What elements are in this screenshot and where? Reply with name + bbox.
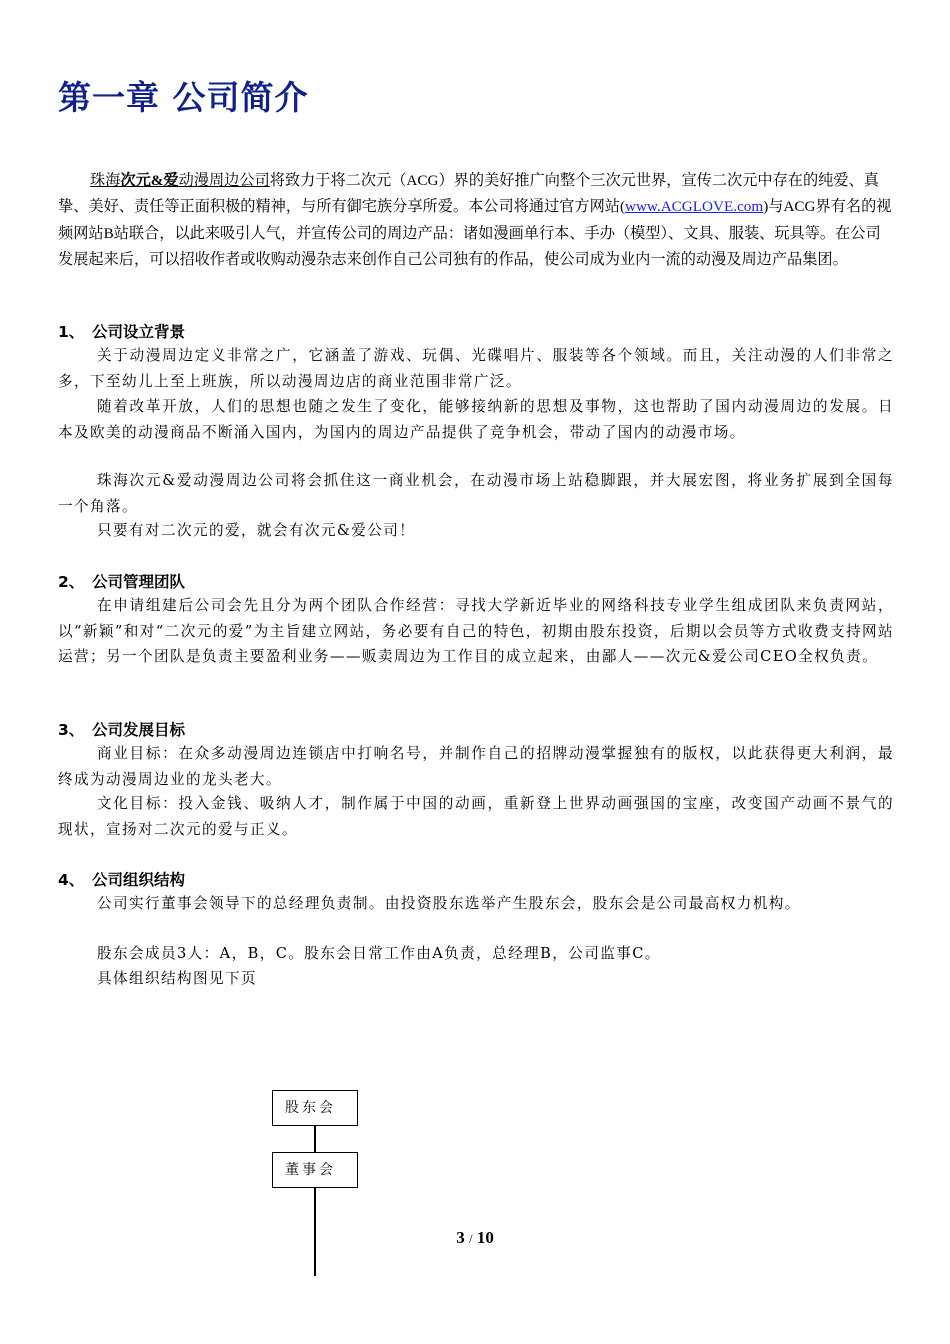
section-paragraph: 随着改革开放，人们的思想也随之发生了变化，能够接纳新的思想及事物，这也帮助了国内动漫周边的发展。日本及欧美的动漫商品不断涌入国内，为国内的周边产品提供了竞争机会，带动了国内的动漫市场。 [58,398,894,441]
section-heading-team: 2、 公司管理团队 [58,573,186,591]
section-paragraph: 商业目标：在众多动漫周边连锁店中打响名号，并制作自己的招牌动漫掌握独有的版权，以此获得更大利润，最终成为动漫周边业的龙头老大。 [58,745,894,788]
org-box-shareholders: 股东会 [272,1090,358,1126]
org-box-board: 董事会 [272,1152,358,1188]
website-link[interactable]: www.ACGLOVE.com [625,198,764,216]
section-paragraph: 只要有对二次元的爱，就会有次元&爱公司！ [97,522,416,539]
company-name: 珠海次元&爱动漫周边公司 [90,172,270,189]
page-number: 3 / 10 [456,1228,494,1247]
chapter-title: 第一章 公司简介 [58,78,309,117]
section-paragraph: 公司实行董事会领导下的总经理负责制。由投资股东选举产生股东会，股东会是公司最高权力机构。 [97,895,801,912]
intro-paragraph: 珠海次元&爱动漫周边公司将致力于将二次元（ACG）界的美好推广向整个三次元世界，宣传二次元中存在的纯爱、真挚、美好、责任等正面积极的精神，与所有御宅族分享所爱。本公司将通过官方网站(www.ACGLOVE.com)与ACG界有名的视频网站B站联合，以此来吸引人气，并宣传公司的周边产品：诸如漫画单行本、手办（模型）、文具、服装、玩具等。在公司发展起来后，可以招收作者或收购动漫杂志来创作自己公司独有的作品，使公司成为业内一流的动漫及周边产品集团。 [58,172,892,268]
section-paragraph: 具体组织结构图见下页 [97,970,257,987]
section-paragraph: 股东会成员3人：A，B，C。股东会日常工作由A负责，总经理B，公司监事C。 [97,945,661,962]
section-paragraph: 在申请组建后公司会先且分为两个团队合作经营：寻找大学新近毕业的网络科技专业学生组成团队来负责网站，以“新颖”和对“二次元的爱”为主旨建立网站，务必要有自己的特色，初期由股东投资，后期以会员等方式收费支持网站运营；另一个团队是负责主要盈利业务——贩卖周边为工作目的成立起来，由鄙人——次元&爱公司CEO全权负责。 [58,597,894,666]
section-paragraph: 珠海次元&爱动漫周边公司将会抓住这一商业机会，在动漫市场上站稳脚跟，并大展宏图，将业务扩展到全国每一个角落。 [58,472,894,515]
section-heading-goals: 3、 公司发展目标 [58,721,186,739]
section-paragraph: 关于动漫周边定义非常之广，它涵盖了游戏、玩偶、光碟唱片、服装等各个领域。而且，关注动漫的人们非常之多，下至幼儿上至上班族，所以动漫周边店的商业范围非常广泛。 [58,347,894,390]
org-connector [314,1126,316,1152]
section-heading-structure: 4、 公司组织结构 [58,871,186,889]
section-heading-background: 1、 公司设立背景 [58,323,186,341]
section-paragraph: 文化目标：投入金钱、吸纳人才，制作属于中国的动画，重新登上世界动画强国的宝座，改变国产动画不景气的现状，宣扬对二次元的爱与正义。 [58,795,894,838]
